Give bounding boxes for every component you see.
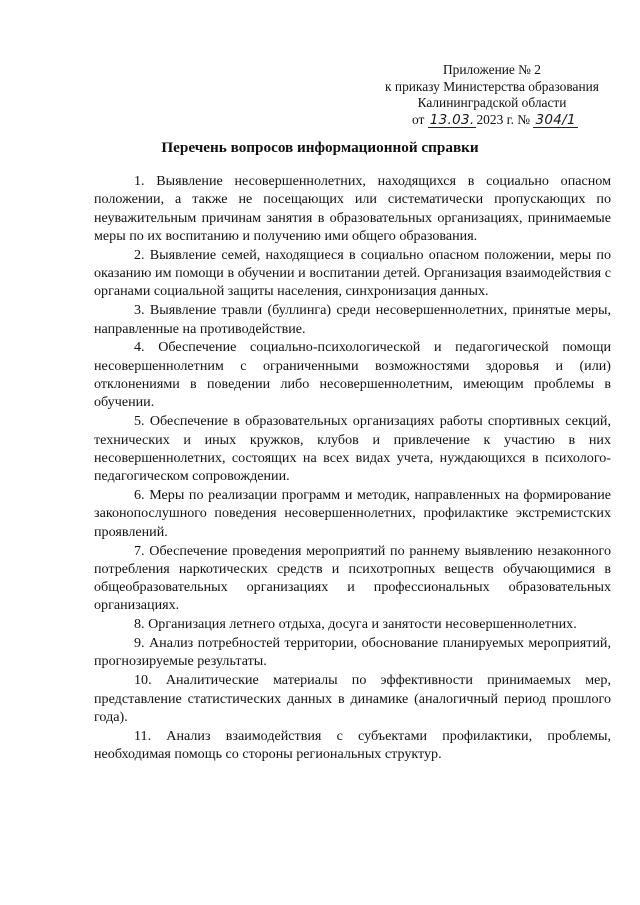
question-item-2: 2. Выявление семей, находящиеся в социально опасном положении, меры по оказанию им помощи в обучении и воспитании детей. Организация взаимодействия с органами социальной защиты населения, синхронизация данных. xyxy=(94,246,611,300)
order-year: 2023 г. № xyxy=(476,111,531,127)
question-item-11: 11. Анализ взаимодействия с субъектами профилактики, проблемы, необходимая помощь со стороны региональных структур. xyxy=(94,727,611,763)
question-item-10: 10. Аналитические материалы по эффективности принимаемых мер, представление статистических данных в динамике (аналогичный период прошлого года). xyxy=(94,672,611,725)
document-title: Перечень вопросов информационной справки xyxy=(161,139,479,156)
question-item-4: 4. Обеспечение социально-психологической и педагогической помощи несовершеннолетним с ограниченными возможностями здоровья и (или) отклонениями в поведении либо несовершеннолетним, имеющим проблемы в обучении. xyxy=(94,339,611,411)
question-item-9: 9. Анализ потребностей территории, обоснование планируемых мероприятий, прогнозируемые результаты. xyxy=(94,635,611,670)
question-item-6: 6. Меры по реализации программ и методик, направленных на формирование законопослушного поведения несовершеннолетних, профилактике экстремистских проявлений. xyxy=(94,487,611,540)
question-item-8: 8. Организация летнего отдыха, досуга и занятости несовершеннолетних. xyxy=(134,616,577,633)
question-item-7: 7. Обеспечение проведения мероприятий по раннему выявлению незаконного потребления наркотических средств и психотропных веществ обучающимися в общеобразовательных организациях и профессиональных образовательных организациях. xyxy=(94,542,611,614)
question-item-5: 5. Обеспечение в образовательных организациях работы спортивных секций, технических и иных кружков, клубов и привлечение к участию в них несовершеннолетних, состоящих на всех видах учета, нуждающихся в психолого-педагогическом сопровождении. xyxy=(94,413,611,485)
order-date-line xyxy=(372,112,612,129)
question-item-3: 3. Выявление травли (буллинга) среди несовершеннолетних, принятые меры, направленные на противодействие. xyxy=(94,302,611,337)
handwritten-date: 13.03. xyxy=(429,111,475,128)
handwritten-order-number: 304/1 xyxy=(535,111,576,128)
appendix-number: Приложение № 2 xyxy=(442,62,542,77)
order-reference: к приказу Министерства образования xyxy=(385,78,599,94)
question-list xyxy=(94,172,611,764)
region-name: Калининградской области xyxy=(417,95,567,111)
from-prefix: от xyxy=(412,111,425,127)
question-item-1: 1. Выявление несовершеннолетних, находящихся в социально опасном положении, а также не посещающих или систематически пропускающих по неуважительным причинам занятия в образовательных организациях, принимаемые меры по их воспитанию и получению ими общего образования. xyxy=(94,173,611,244)
appendix-header xyxy=(372,62,612,128)
